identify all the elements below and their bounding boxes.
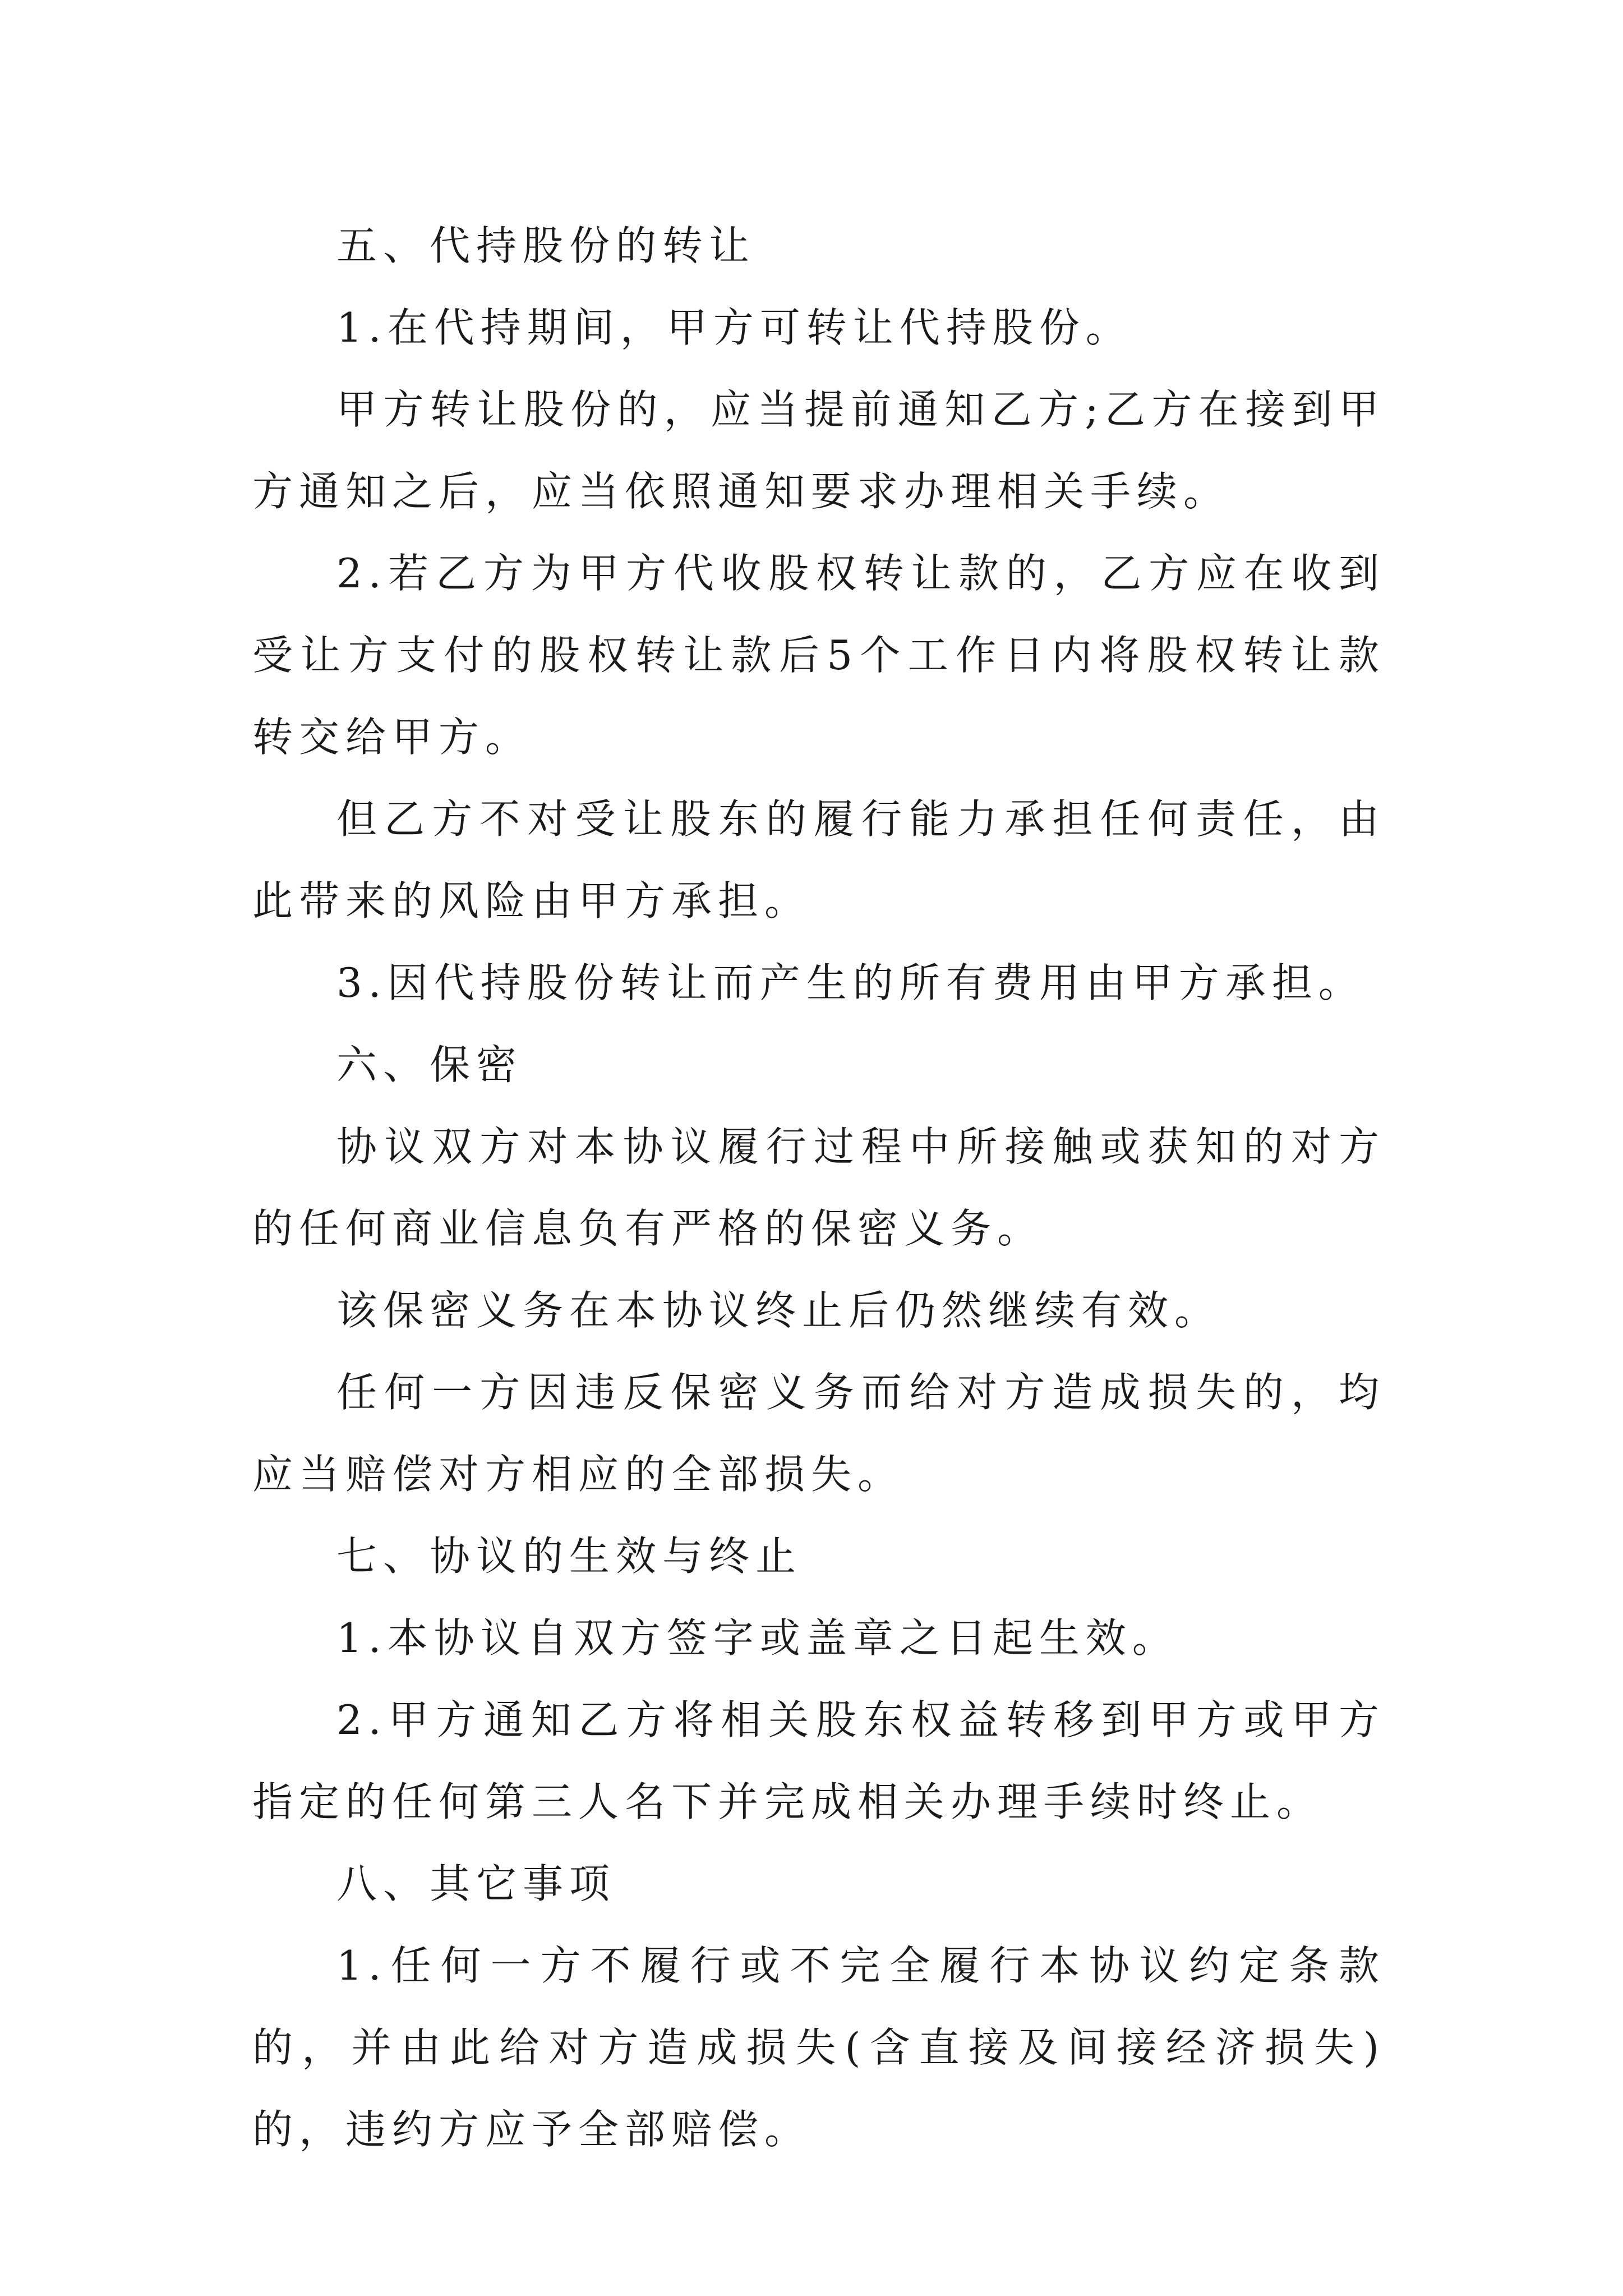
clause-paragraph: 协议双方对本协议履行过程中所接触或获知的对方的任何商业信息负有严格的保密义务。 xyxy=(252,1123,1385,1252)
section-heading-other-matters: 八、其它事项 xyxy=(336,1860,616,1907)
document-body xyxy=(252,205,1385,2170)
clause-paragraph: 1.本协议自双方签字或盖章之日起生效。 xyxy=(336,1614,1179,1662)
clause-paragraph: 2.若乙方为甲方代收股权转让款的，乙方应在收到受让方支付的股权转让款后5个工作日内将股权转让款转交给甲方。 xyxy=(252,550,1385,761)
clause-paragraph: 3.因代持股份转让而产生的所有费用由甲方承担。 xyxy=(336,959,1365,1006)
clause-paragraph: 1.在代持期间，甲方可转让代持股份。 xyxy=(336,304,1132,351)
clause-paragraph: 该保密义务在本协议终止后仍然继续有效。 xyxy=(336,1287,1221,1334)
clause-paragraph: 甲方转让股份的，应当提前通知乙方;乙方在接到甲方通知之后，应当依照通知要求办理相关手续。 xyxy=(252,386,1385,515)
section-heading-transfer: 五、代持股份的转让 xyxy=(336,222,756,269)
clause-paragraph: 任何一方因违反保密义务而给对方造成损失的，均应当赔偿对方相应的全部损失。 xyxy=(252,1369,1385,1498)
clause-paragraph: 1.任何一方不履行或不完全履行本协议约定条款的，并由此给对方造成损失(含直接及间接经济损失)的，违约方应予全部赔偿。 xyxy=(252,1942,1385,2153)
section-heading-effect-termination: 七、协议的生效与终止 xyxy=(336,1533,803,1580)
section-heading-confidentiality: 六、保密 xyxy=(336,1041,523,1088)
clause-paragraph: 但乙方不对受让股东的履行能力承担任何责任，由此带来的风险由甲方承担。 xyxy=(252,795,1385,924)
clause-paragraph: 2.甲方通知乙方将相关股东权益转移到甲方或甲方指定的任何第三人名下并完成相关办理手续时终止。 xyxy=(252,1696,1385,1825)
